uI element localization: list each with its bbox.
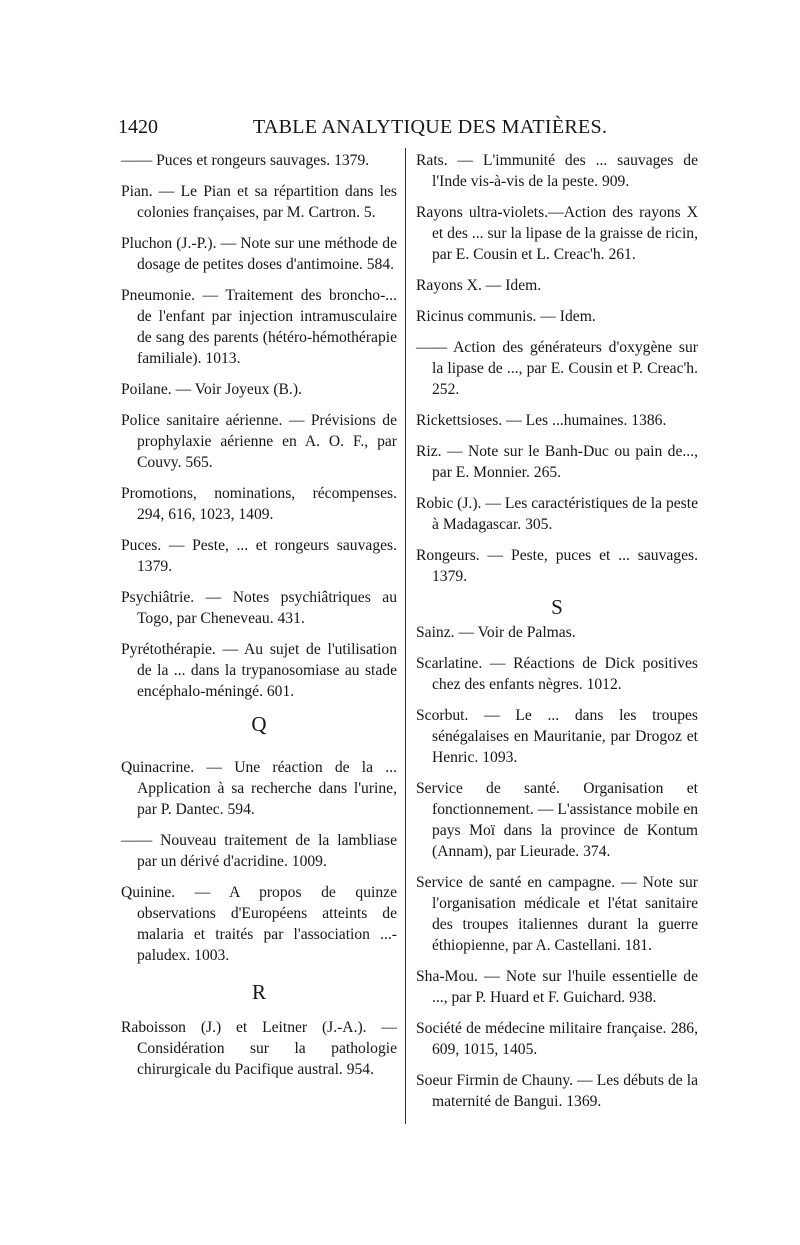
index-entry: Pluchon (J.-P.). — Note sur une méthode de dosage de petites doses d'antimoine. 584. [121,235,397,273]
index-entry: Psychiâtrie. — Notes psychiâtriques au Togo, par Cheneveau. 431. [121,589,397,627]
index-entry: Rayons X. — Idem. [416,277,542,294]
index-entry: Rongeurs. — Peste, puces et ... sauvages. 1379. [416,547,698,585]
page-header [0,116,800,146]
right-column [416,150,698,1122]
index-entry: Robic (J.). — Les caractéristiques de la peste à Madagascar. 305. [416,495,698,533]
index-entry: Pneumonie. — Traitement des broncho-... de l'enfant par injection intramusculaire de sang des parents (hétéro-hémothérapie familiale). 1013. [121,287,397,367]
index-entry: Ricinus communis. — Idem. [416,308,596,325]
index-entry: Sha-Mou. — Note sur l'huile essentielle de ..., par P. Huard et F. Guichard. 938. [416,968,698,1006]
index-entry: Rayons ultra-violets.—Action des rayons X et des ... sur la lipase de la graisse de ricin, par E. Cousin et L. Creac'h. 261. [416,204,698,263]
index-entry: Quinine. — A propos de quinze observations d'Européens atteints de malaria et traités par l'association ...-paludex. 1003. [121,884,397,964]
index-entry: Police sanitaire aérienne. — Prévisions de prophylaxie aérienne en A. O. F., par Couvy. 565. [121,412,397,471]
index-entry: Puces. — Peste, ... et rongeurs sauvages. 1379. [121,537,397,575]
column-divider [405,148,406,1124]
index-entry: Raboisson (J.) et Leitner (J.-A.). — Considération sur la pathologie chirurgicale du Pacifique austral. 954. [121,1019,397,1078]
index-entry: Société de médecine militaire française. 286, 609, 1015, 1405. [416,1020,698,1058]
index-entry: Rickettsioses. — Les ...humaines. 1386. [416,412,667,429]
page-number: 1420 [118,116,158,138]
section-letter-s: S [551,595,563,619]
index-entry: Rats. — L'immunité des ... sauvages de l'Inde vis-à-vis de la peste. 909. [416,152,698,190]
page-title: TABLE ANALYTIQUE DES MATIÈRES. [253,116,608,138]
left-column [121,150,397,1090]
index-entry: Promotions, nominations, récompenses. 294, 616, 1023, 1409. [121,485,397,523]
index-entry: Service de santé en campagne. — Note sur l'organisation médicale et l'état sanitaire des troupes italiennes durant la guerre éthiopienne, par A. Castellani. 181. [416,874,698,954]
index-entry: Pyrétothérapie. — Au sujet de l'utilisation de la ... dans la trypanosomiase au stade encéphalo-méningé. 601. [121,641,397,700]
index-entry: Riz. — Note sur le Banh-Duc ou pain de..., par E. Monnier. 265. [416,443,698,481]
section-letter-r: R [251,980,266,1004]
index-entry: —— Puces et rongeurs sauvages. 1379. [121,152,370,169]
index-entry: Sainz. — Voir de Palmas. [416,624,576,641]
section-letter-q: Q [251,712,267,736]
index-entry: Poilane. — Voir Joyeux (B.). [121,381,302,398]
index-entry: —— Action des générateurs d'oxygène sur la lipase de ..., par E. Cousin et P. Creac'h. 252. [416,339,698,398]
index-entry: Quinacrine. — Une réaction de la ... Application à sa recherche dans l'urine, par P. Dantec. 594. [121,759,397,818]
index-entry: Pian. — Le Pian et sa répartition dans les colonies françaises, par M. Cartron. 5. [121,183,397,221]
index-entry: Scorbut. — Le ... dans les troupes sénégalaises en Mauritanie, par Drogoz et Henric. 1093. [416,707,698,766]
index-entry: Service de santé. Organisation et fonctionnement. — L'assistance mobile en pays Moï dans la province de Kontum (Annam), par Lieurade. 374. [416,780,698,860]
index-entry: Scarlatine. — Réactions de Dick positives chez des enfants nègres. 1012. [416,655,698,693]
index-entry: Soeur Firmin de Chauny. — Les débuts de la maternité de Bangui. 1369. [416,1072,698,1110]
index-entry: —— Nouveau traitement de la lambliase par un dérivé d'acridine. 1009. [121,832,397,870]
